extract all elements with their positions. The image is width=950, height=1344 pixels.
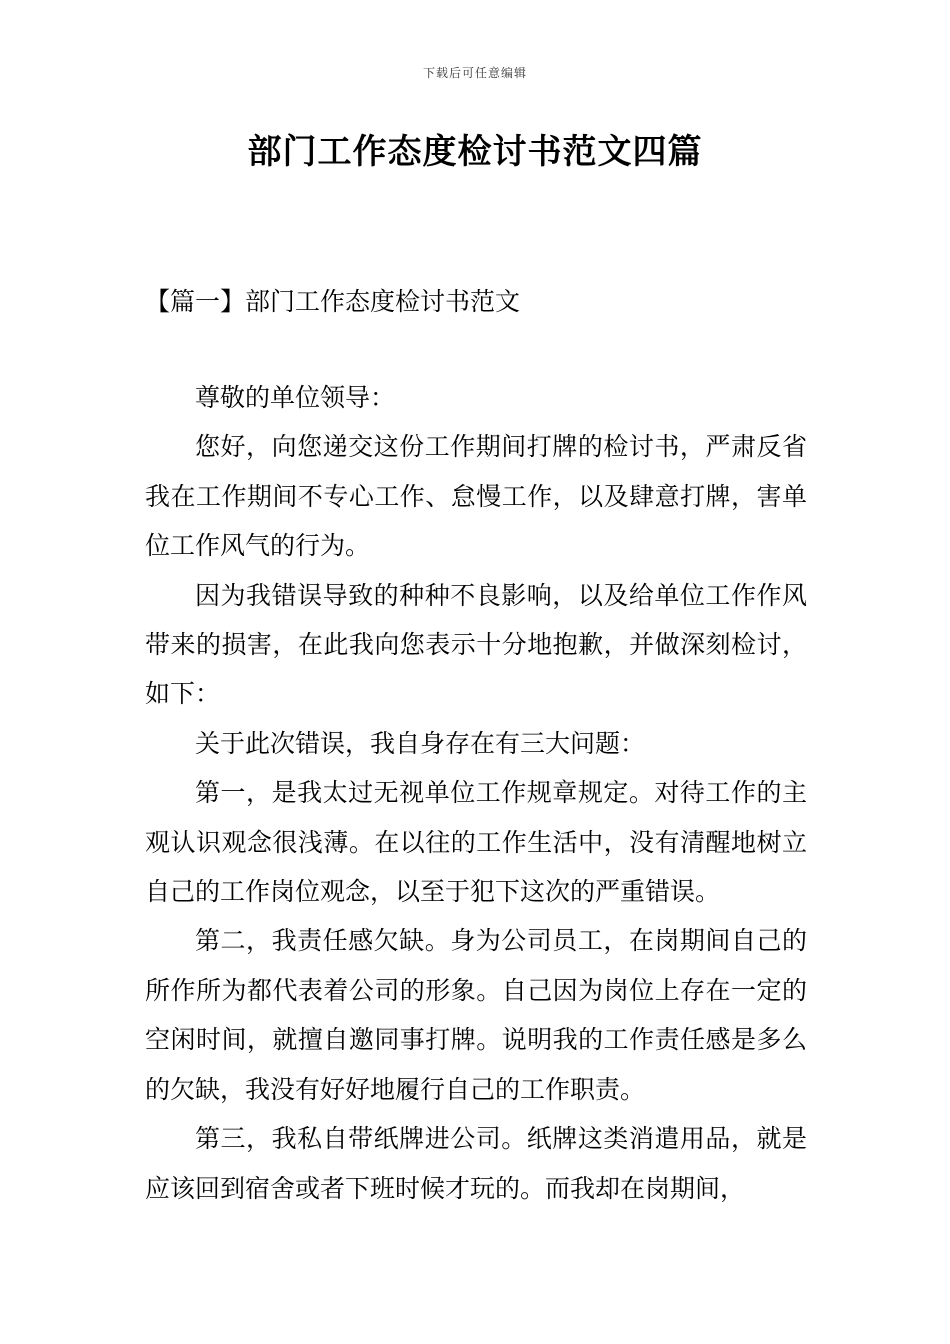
paragraph-salutation: 尊敬的单位领导：: [195, 383, 396, 412]
paragraph: 第二，我责任感欠缺。身为公司员工，在岗期间自己的所作所为都代表着公司的形象。自己因为岗位上存在一定的空闲时间，就擅自邀同事打牌。说明我的工作责任感是多么的欠缺，我没有好好地履行自己的工作职责。: [145, 926, 807, 1104]
paragraph: 因为我错误导致的种种不良影响，以及给单位工作作风带来的损害，在此我向您表示十分地抱歉，并做深刻检讨，如下：: [145, 580, 807, 709]
section-heading: 【篇一】部门工作态度检讨书范文: [145, 287, 521, 316]
document-title: 部门工作态度检讨书范文四篇: [247, 132, 703, 172]
paragraph: 第一，是我太过无视单位工作规章规定。对待工作的主观认识观念很浅薄。在以往的工作生活中，没有清醒地树立自己的工作岗位观念，以至于犯下这次的严重错误。: [145, 778, 807, 907]
paragraph: 关于此次错误，我自身存在有三大问题：: [195, 728, 646, 758]
header-note: 下载后可任意编辑: [422, 66, 527, 80]
paragraph: 您好，向您递交这份工作期间打牌的检讨书，严肃反省我在工作期间不专心工作、怠慢工作，以及肆意打牌，害单位工作风气的行为。: [145, 432, 807, 561]
body-text: [145, 373, 807, 1213]
paragraph: 第三，我私自带纸牌进公司。纸牌这类消遣用品，就是应该回到宿舍或者下班时候才玩的。而我却在岗期间，: [145, 1124, 807, 1203]
